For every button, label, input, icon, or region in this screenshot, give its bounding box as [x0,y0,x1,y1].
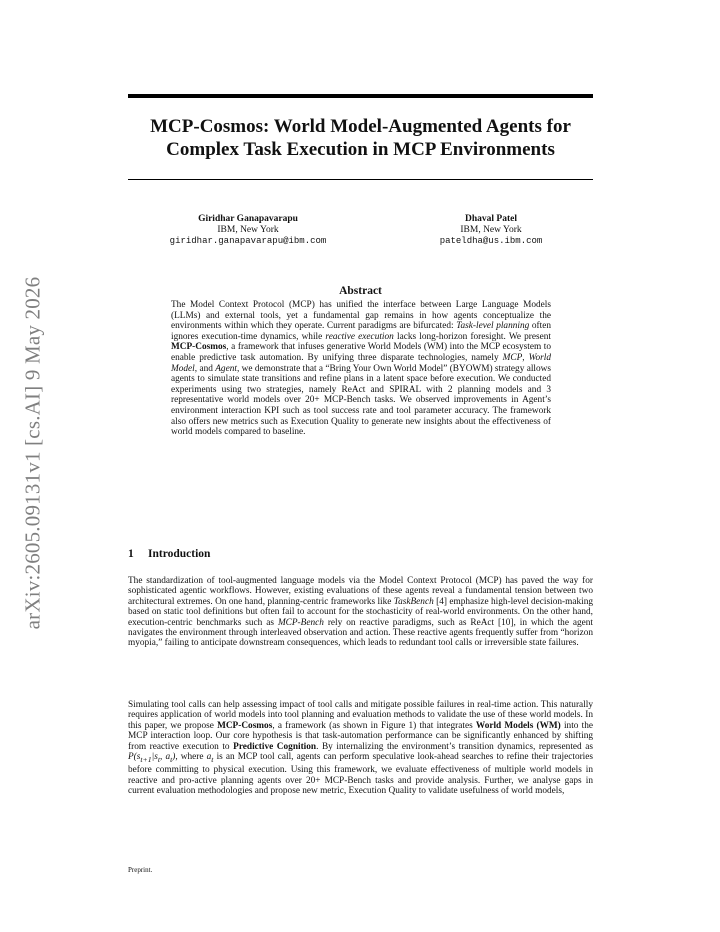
transition-formula: $P(s_{t+1}|s_t$, $a_t$) [128,752,176,764]
author-2 [396,214,586,247]
abstract-heading: Abstract [339,285,382,297]
intro-paragraph-2: Simulating tool calls can help assessing impact of tool calls and mitigate possible failures in real-time action. This naturally requires application of world models into tool planning and evaluation methods to validate the use of these world models. In this paper, we propose MCP-Cosmos, a framework (as shown in Figure 1) that integrates World Models (WM) into the MCP interaction loop. Our core hypothesis is that task-automation performance can be significantly enhanced by shifting from reactive execution to Predictive Cognition. By internalizing the environment’s transition dynamics, represented as $P(s_{t+1}|s_t$, $a_t$), where $a_t$ is an MCP tool call, agents can perform speculative look-ahead searches to refine their trajectories before committing to physical execution. Using this framework, we evaluate effectiveness of multiple world models in reactive and pro-active planning agents over 20+ MCP-Bench tasks and provide analysis. Further, we analyse gaps in current evaluation methodologies and propose new metric, Execution Quality to validate usefulness of world models, [128,700,594,797]
author-affiliation: IBM, New York [460,225,522,235]
title-line-2: Complex Task Execution in MCP Environments [166,139,555,160]
intro-paragraph-1: The standardization of tool-augmented language models via the Model Context Protocol (MCP) has paved the way for sophisticated agentic workflows. However, existing evaluations of these agents reveal a fundamental tension between two architectural extremes. On one hand, planning-centric frameworks like TaskBench [4] emphasize high-level decision-making based on static tool definitions but often fail to account for the stochasticity of real-world environments. On the other hand, execution-centric benchmarks such as MCP-Bench rely on reactive paradigms, such as ReAct [10], in which the agent navigates the environment through interleaved observation and action. These reactive agents frequently suffer from “horizon myopia,” failing to anticipate downstream consequences, which leads to redundant tool calls or irreversible state failures. [128,576,593,649]
author-affiliation: IBM, New York [217,225,279,235]
author-1 [138,214,358,247]
abstract-text: The Model Context Protocol (MCP) has unified the interface between Large Language Models (LLMs) and external tools, yet a fundamental gap remains in how agents conceptualize the environments within which they operate. Current paradigms are bifurcated: Task-level planning often ignores execution-time dynamics, while reactive execution lacks long-horizon foresight. We present MCP-Cosmos, a framework that infuses generative World Models (WM) into the MCP ecosystem to enable predictive task automation. By unifying three disparate technologies, namely MCP, World Model, and Agent, we demonstrate that a “Bring Your Own World Model” (BYOWM) strategy allows agents to simulate state transitions and refine plans in a latent space before execution. We conducted experiments using two strategies, namely ReAct and SPIRAL with 2 planning models and 3 representative world models over 20+ MCP-Bench tasks. We observed improvements in Agent’s environment interaction KPI such as tool success rate and tool parameter accuracy. The framework also offers new metrics such as Execution Quality to generate new insights about the effectiveness of world models compared to baseline. [171,300,552,438]
section-number: 1 [128,548,134,560]
section-heading-introduction [128,548,593,560]
title-line-1: MCP-Cosmos: World Model-Augmented Agents for [150,116,571,137]
author-name: Giridhar Ganapavarapu [198,214,298,224]
arxiv-identifier-stamp [18,264,48,642]
author-block [128,214,593,254]
section-title: Introduction [148,548,211,560]
title-top-rule [128,94,593,98]
arxiv-identifier-text: arXiv:2605.09131v1 [cs.AI] 9 May 2026 [20,276,45,630]
title-bottom-rule [128,179,593,180]
author-name: Dhaval Patel [465,214,517,224]
action-symbol: $a_t$ [206,752,214,764]
author-email[interactable]: pateldha@us.ibm.com [439,236,543,246]
preprint-footer: Preprint. [128,866,153,874]
author-email[interactable]: giridhar.ganapavarapu@ibm.com [169,236,327,246]
paper-title [128,115,593,161]
